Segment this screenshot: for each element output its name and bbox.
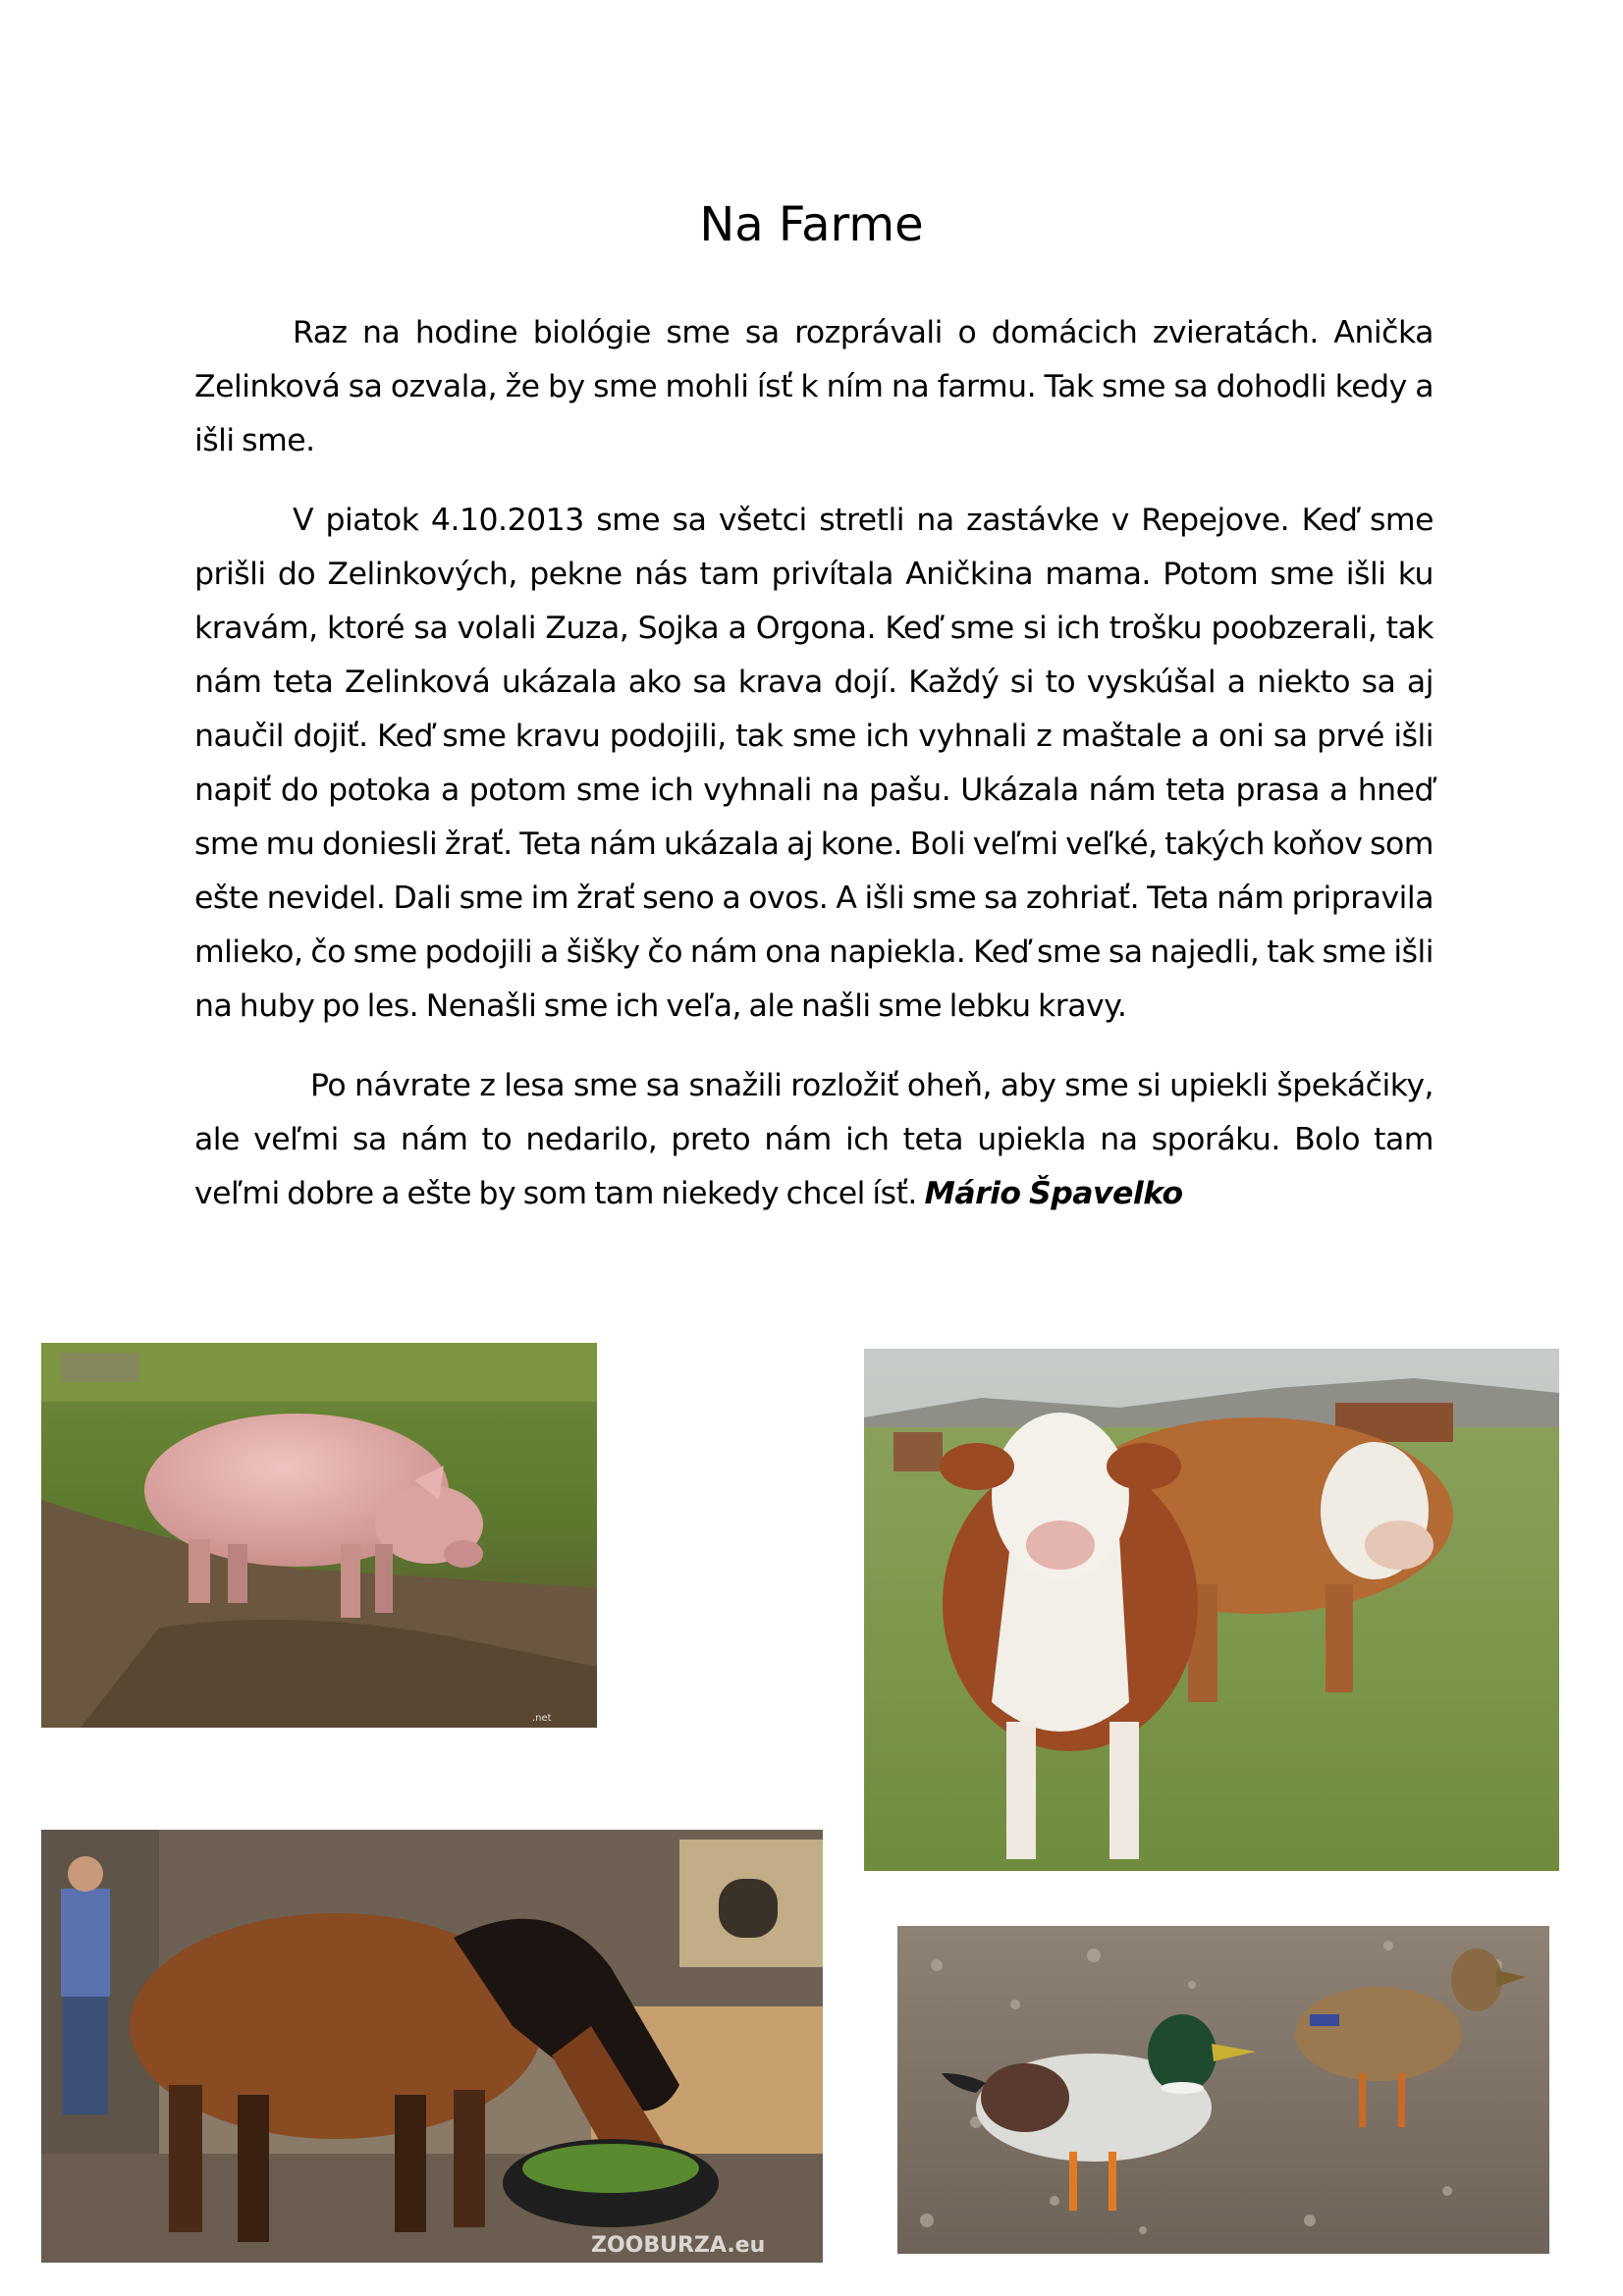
ducks-photo: [897, 1926, 1549, 2254]
page-title: Na Farme: [699, 197, 924, 252]
horse-photo: [41, 1830, 823, 2263]
svg-text:.net: .net: [532, 1713, 552, 1724]
article-body: [194, 306, 1434, 1247]
horse-watermark: ZOOBURZA.eu: [591, 2233, 766, 2258]
paragraph-3: [194, 1059, 1434, 1221]
paragraph-3-text: Po návrate z lesa sme sa snažili rozložiť oheň, aby sme si upiekli špekáčiky, ale veľmi sa nám to nedarilo, preto nám ich teta upiekla na sporáku. Bolo tam veľmi dobre a ešte by som tam niekedy chcel ísť.: [194, 1068, 1434, 1211]
author-name: Mário Špavelko: [924, 1176, 1183, 1211]
paragraph-1: Raz na hodine biológie sme sa rozprávali o domácich zvieratách. Anička Zelinková sa ozvala, že by sme mohli ísť k ním na farmu. Tak sme sa dohodli kedy a išli sme.: [194, 315, 1434, 458]
pig-photo: [41, 1343, 597, 1728]
paragraph-2: V piatok 4.10.2013 sme sa všetci stretli na zastávke v Repejove. Keď sme prišli do Zelinkových, pekne nás tam privítala Aničkina mama. Potom sme išli ku kravám, ktoré sa volali Zuza, Sojka a Orgona. Keď sme si ich trošku poobzerali, tak nám teta Zelinková ukázala ako sa krava dojí. Každý si to vyskúšal a niekto sa aj naučil dojiť. Keď sme kravu podojili, tak sme ich vyhnali z maštale a oni sa prvé išli napiť do potoka a potom sme ich vyhnali na pašu. Ukázala nám teta prasa a hneď sme mu doniesli žrať. Teta nám ukázala aj kone. Boli veľmi veľké, takých koňov som ešte nevidel. Dali sme im žrať seno a ovos. A išli sme sa zohriať. Teta nám pripravila mlieko, čo sme podojili a šišky čo nám ona napiekla. Keď sme sa najedli, tak sme išli na huby po les. Nenašli sme ich veľa, ale našli sme lebku kravy.: [194, 503, 1434, 1024]
cows-photo: [864, 1349, 1559, 1871]
